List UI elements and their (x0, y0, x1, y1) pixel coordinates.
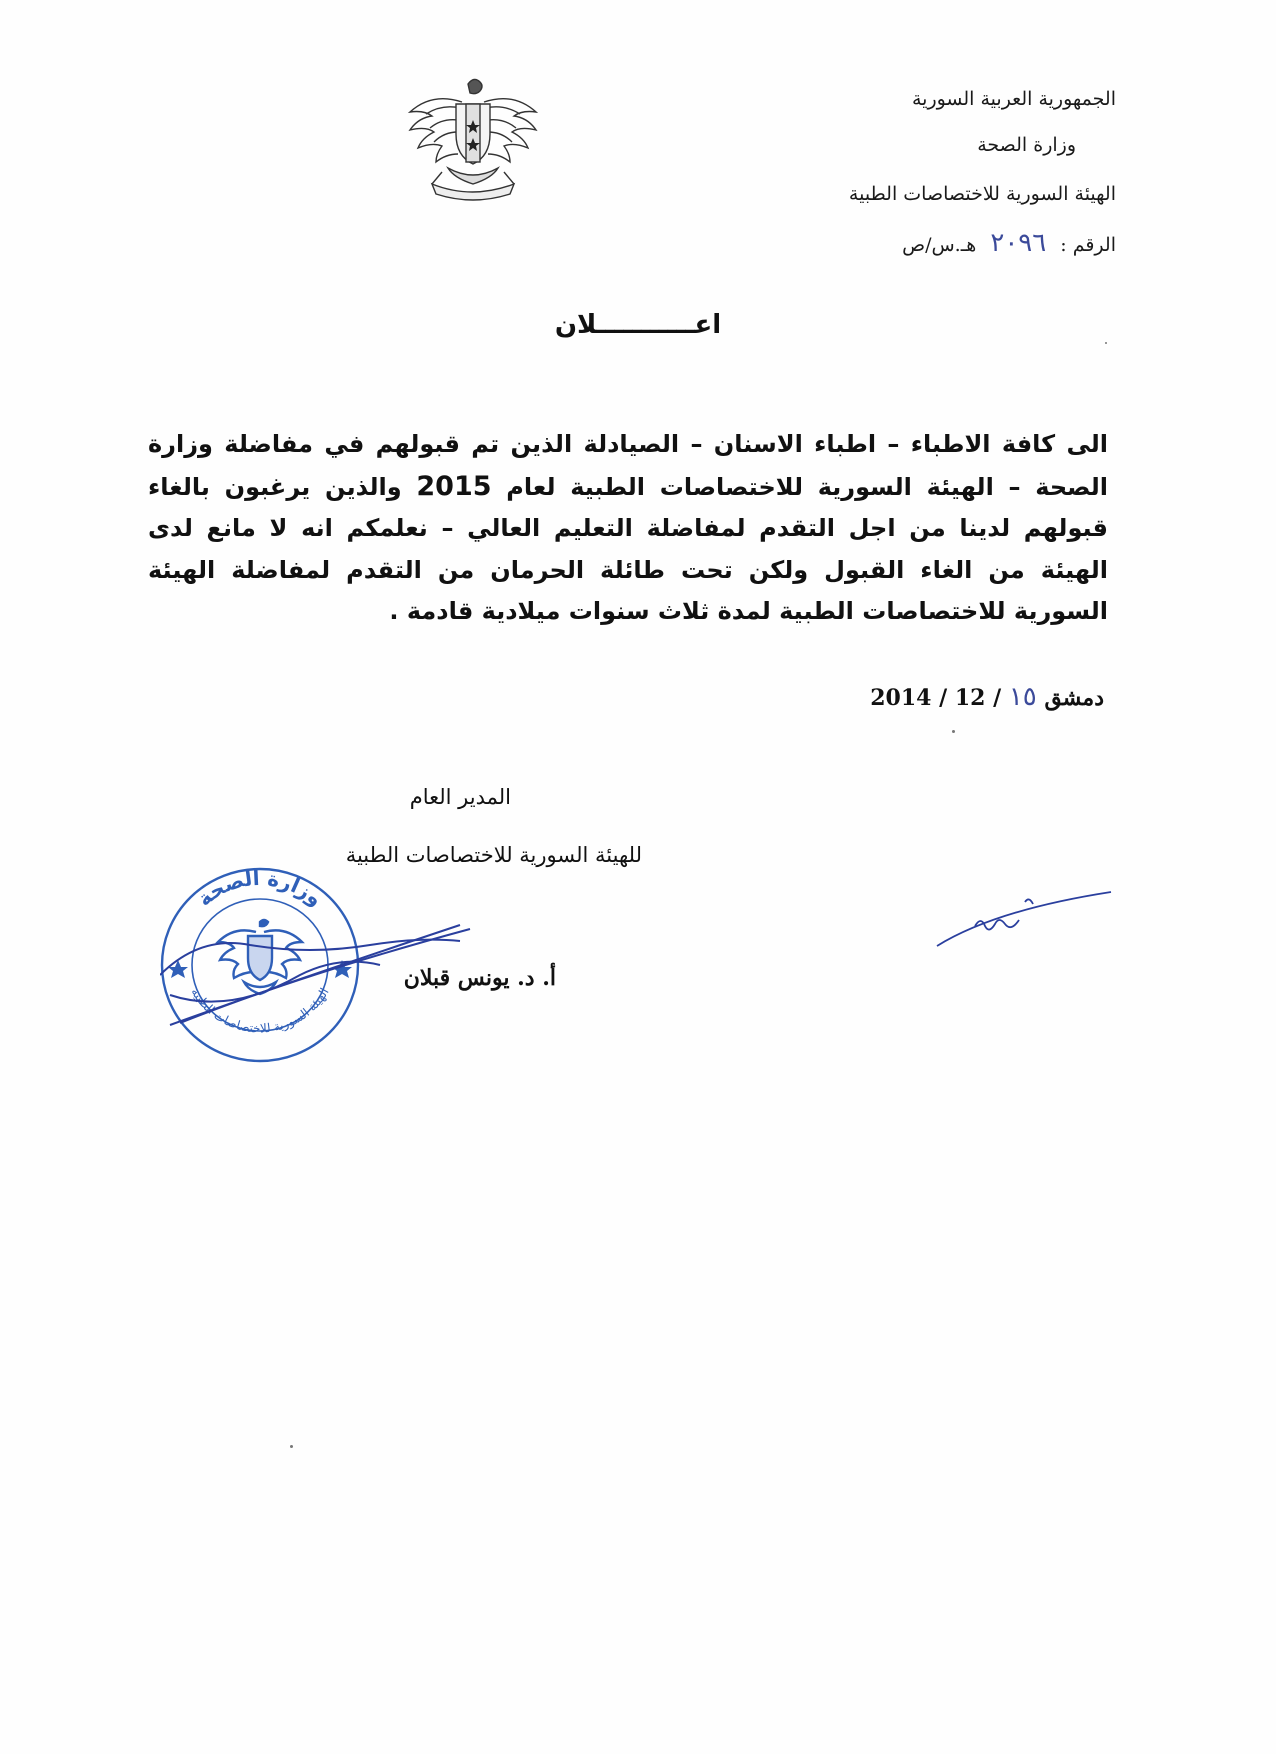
signatory-name: أ. د. يونس قبلان (403, 965, 556, 991)
scan-speck (952, 730, 955, 733)
body-year: 2015 (416, 470, 492, 502)
signatory-organization: للهيئة السورية للاختصاصات الطبية (345, 843, 642, 867)
signatory-role: المدير العام (409, 785, 511, 809)
date-month-year: / 12 / 2014 (870, 685, 1002, 711)
reference-number-handwritten: ٢٠٩٦ (990, 228, 1047, 258)
date-day-handwritten: ١٥ (1008, 682, 1037, 712)
body-text-before-year: الى كافة الاطباء – اطباء الاسنان – الصيادلة الذين تم قبولهم في مفاضلة وزارة الصحة – الهيئة السورية للاختصاصات الطبية لعام (148, 430, 1109, 501)
reference-suffix: هـ.س/ص (902, 234, 977, 256)
secondary-signature-icon (935, 880, 1115, 950)
director-signature-icon (160, 915, 480, 1035)
letterhead-commission: الهيئة السورية للاختصاصات الطبية (848, 183, 1116, 205)
announcement-body (148, 424, 1108, 633)
reference-label: الرقم : (1060, 234, 1116, 256)
scan-speck (1105, 342, 1107, 344)
scan-speck (290, 1445, 293, 1448)
announcement-title (0, 310, 1276, 340)
announcement-title-text: اعـــــــــــلان (554, 310, 722, 340)
stamp-text-top: وزارة الصحة (192, 865, 328, 911)
body-text-after-year: والذين يرغبون بالغاء قبولهم لدينا من اجل التقدم لمفاضلة التعليم العالي – نعلمكم انه لا مانع لدى الهيئة من الغاء القبول ولكن تحت طائلة الحرمان من التقدم لمفاضلة الهيئة السورية للاختصاصات الطبية لمدة ثلاث سنوات ميلادية قادمة . (148, 472, 1108, 625)
syrian-eagle-emblem-icon (402, 72, 544, 212)
document-date (870, 682, 1104, 712)
letterhead-republic: الجمهورية العربية السورية (911, 88, 1116, 110)
letterhead-ministry: وزارة الصحة (977, 134, 1076, 156)
reference-number-line (902, 228, 1116, 258)
date-city: دمشق (1044, 685, 1104, 711)
stamp-text-bottom: الهيئة السورية للاختصاصات الطبية (188, 985, 332, 1036)
